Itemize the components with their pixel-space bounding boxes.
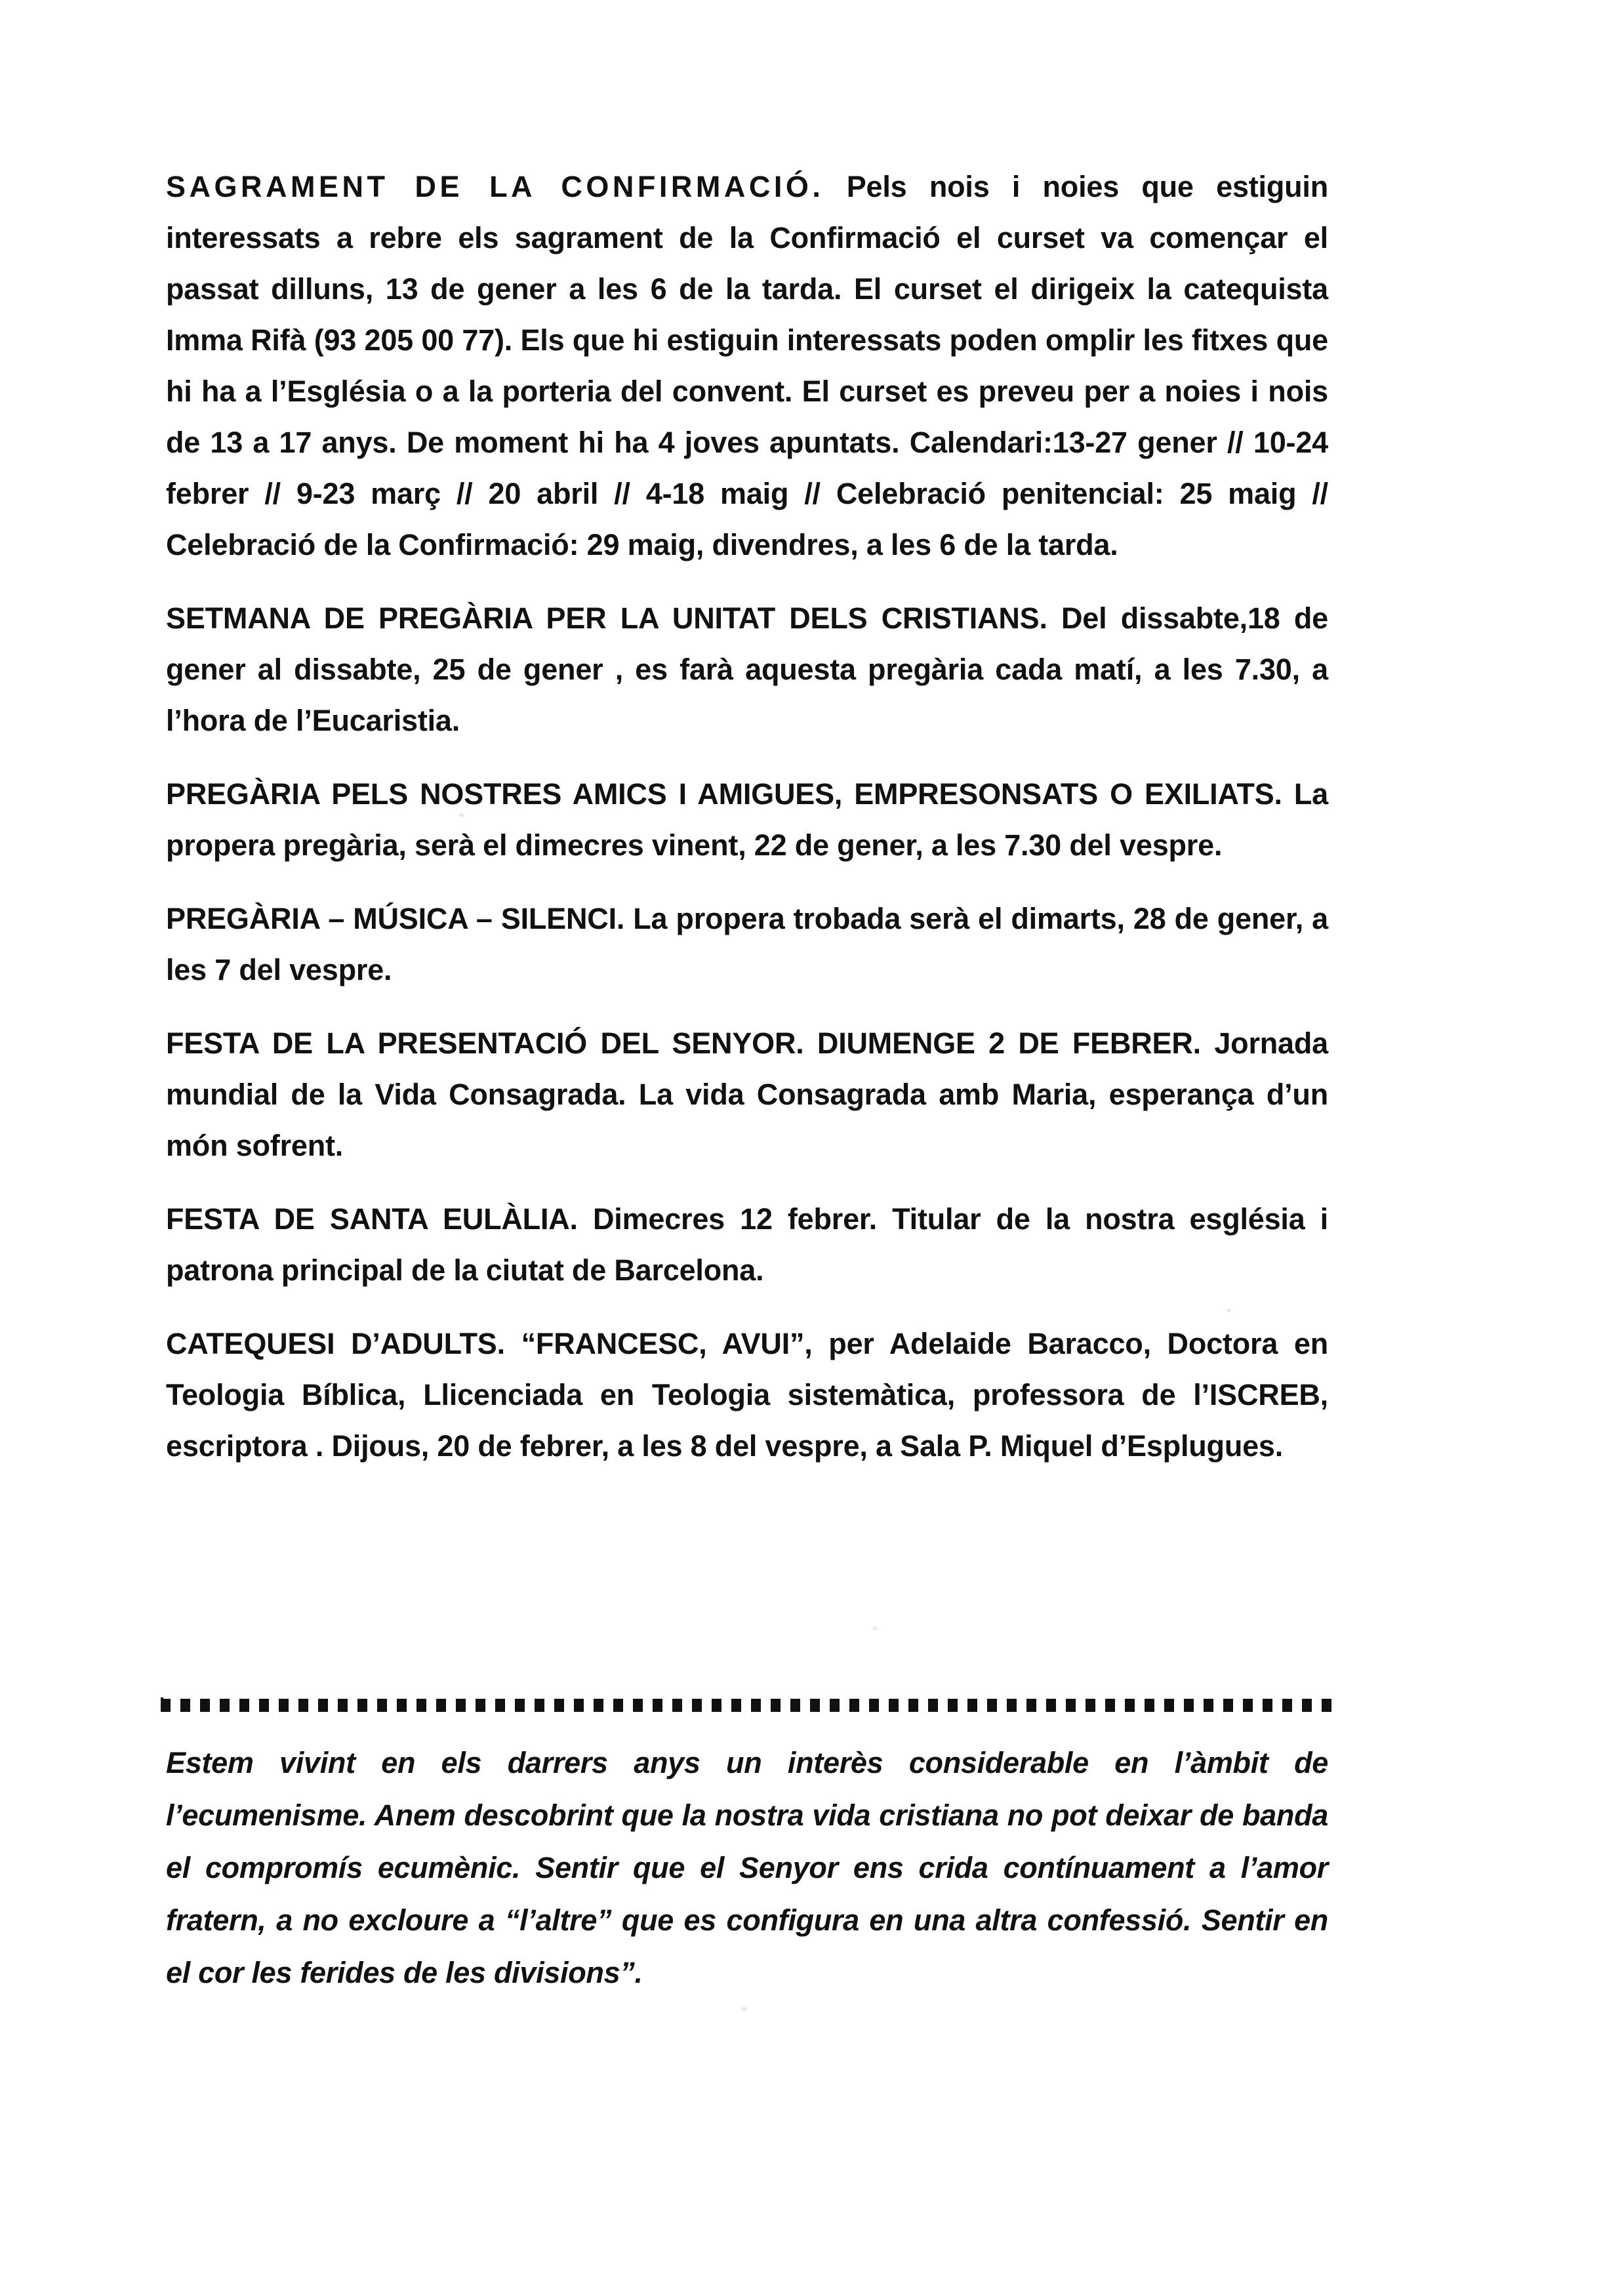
section-heading-pregaria-musica-silenci: PREGÀRIA – MÚSICA – SILENCI. xyxy=(166,902,625,935)
section-heading-festa-presentacio-senyor: FESTA DE LA PRESENTACIÓ DEL SENYOR. DIUMENGE 2 DE FEBRER. xyxy=(166,1026,1201,1060)
closing-quote-block xyxy=(166,1737,1328,1999)
section-pregaria-empresonats xyxy=(166,769,1328,871)
section-heading-setmana-pregaria-unitat: SETMANA DE PREGÀRIA PER LA UNITAT DELS CRISTIANS. xyxy=(166,601,1047,635)
section-heading-sagrament-confirmacio: SAGRAMENT DE LA CONFIRMACIÓ. xyxy=(166,170,824,203)
section-body-sagrament-confirmacio: Pels nois i noies que estiguin interessats a rebre els sagrament de la Confirmació el curset va començar el passat dilluns, 13 de gener a les 6 de la tarda. El curset el dirigeix la catequista Imma Rifà (93 205 00 77). Els que hi estiguin interessats poden omplir les fitxes que hi ha a l’Església o a la porteria del convent. El curset es preveu per a noies i nois de 13 a 17 anys. De moment hi ha 4 joves apuntats. Calendari:13-27 gener // 10-24 febrer // 9-23 març // 20 abril // 4-18 maig // Celebració penitencial: 25 maig // Celebració de la Confirmació: 29 maig, divendres, a les 6 de la tarda. xyxy=(166,170,1328,561)
closing-quote-text: Estem vivint en els darrers anys un interès considerable en l’àmbit de l’ecumenisme. Anem descobrint que la nostra vida cristiana no pot deixar de banda el compromís ecumènic. Sentir que el Senyor ens crida contínuament a l’amor fratern, a no excloure a “l’altre” que es configura en una altra confessió. Sentir en el cor les ferides de les divisions”. xyxy=(166,1746,1328,1989)
section-setmana-pregaria-unitat xyxy=(166,593,1328,746)
section-body-catequesi-adults: “FRANCESC, AVUI”, per Adelaide Baracco, Doctora en Teologia Bíblica, Llicenciada en Teologia sistemàtica, professora de l’ISCREB, escriptora . Dijous, 20 de febrer, a les 8 del vespre, a Sala P. Miquel d’Esplugues. xyxy=(166,1327,1328,1463)
scan-speck xyxy=(872,1627,878,1631)
section-sagrament-confirmacio xyxy=(166,161,1328,571)
section-body-pregaria-musica-silenci: La propera trobada serà el dimarts, 28 de gener, a les 7 del vespre. xyxy=(166,902,1328,986)
section-divider xyxy=(161,1697,1332,1717)
section-heading-catequesi-adults: CATEQUESI D’ADULTS. xyxy=(166,1327,505,1360)
section-festa-presentacio-senyor xyxy=(166,1018,1328,1171)
section-catequesi-adults xyxy=(166,1318,1328,1472)
scan-speck xyxy=(741,2007,747,2012)
section-body-setmana-pregaria-unitat: Del dissabte,18 de gener al dissabte, 25 de gener , es farà aquesta pregària cada matí, a les 7.30, a l’hora de l’Eucaristia. xyxy=(166,601,1328,737)
dotted-rule xyxy=(161,1697,1332,1712)
body-text-column xyxy=(166,161,1328,1472)
section-festa-santa-eulalia xyxy=(166,1194,1328,1296)
divider-start-tick xyxy=(161,1697,163,1712)
section-heading-pregaria-empresonats: PREGÀRIA PELS NOSTRES AMICS I AMIGUES, EMPRESONSATS O EXILIATS. xyxy=(166,777,1282,811)
section-body-festa-presentacio-senyor: Jornada mundial de la Vida Consagrada. La vida Consagrada amb Maria, esperança d’un món sofrent. xyxy=(166,1026,1328,1162)
section-heading-festa-santa-eulalia: FESTA DE SANTA EULÀLIA. xyxy=(166,1202,578,1236)
section-body-pregaria-empresonats: La propera pregària, serà el dimecres vinent, 22 de gener, a les 7.30 del vespre. xyxy=(166,777,1329,862)
section-body-festa-santa-eulalia: Dimecres 12 febrer. Titular de la nostra església i patrona principal de la ciutat de Barcelona. xyxy=(166,1202,1328,1287)
section-pregaria-musica-silenci xyxy=(166,893,1328,996)
